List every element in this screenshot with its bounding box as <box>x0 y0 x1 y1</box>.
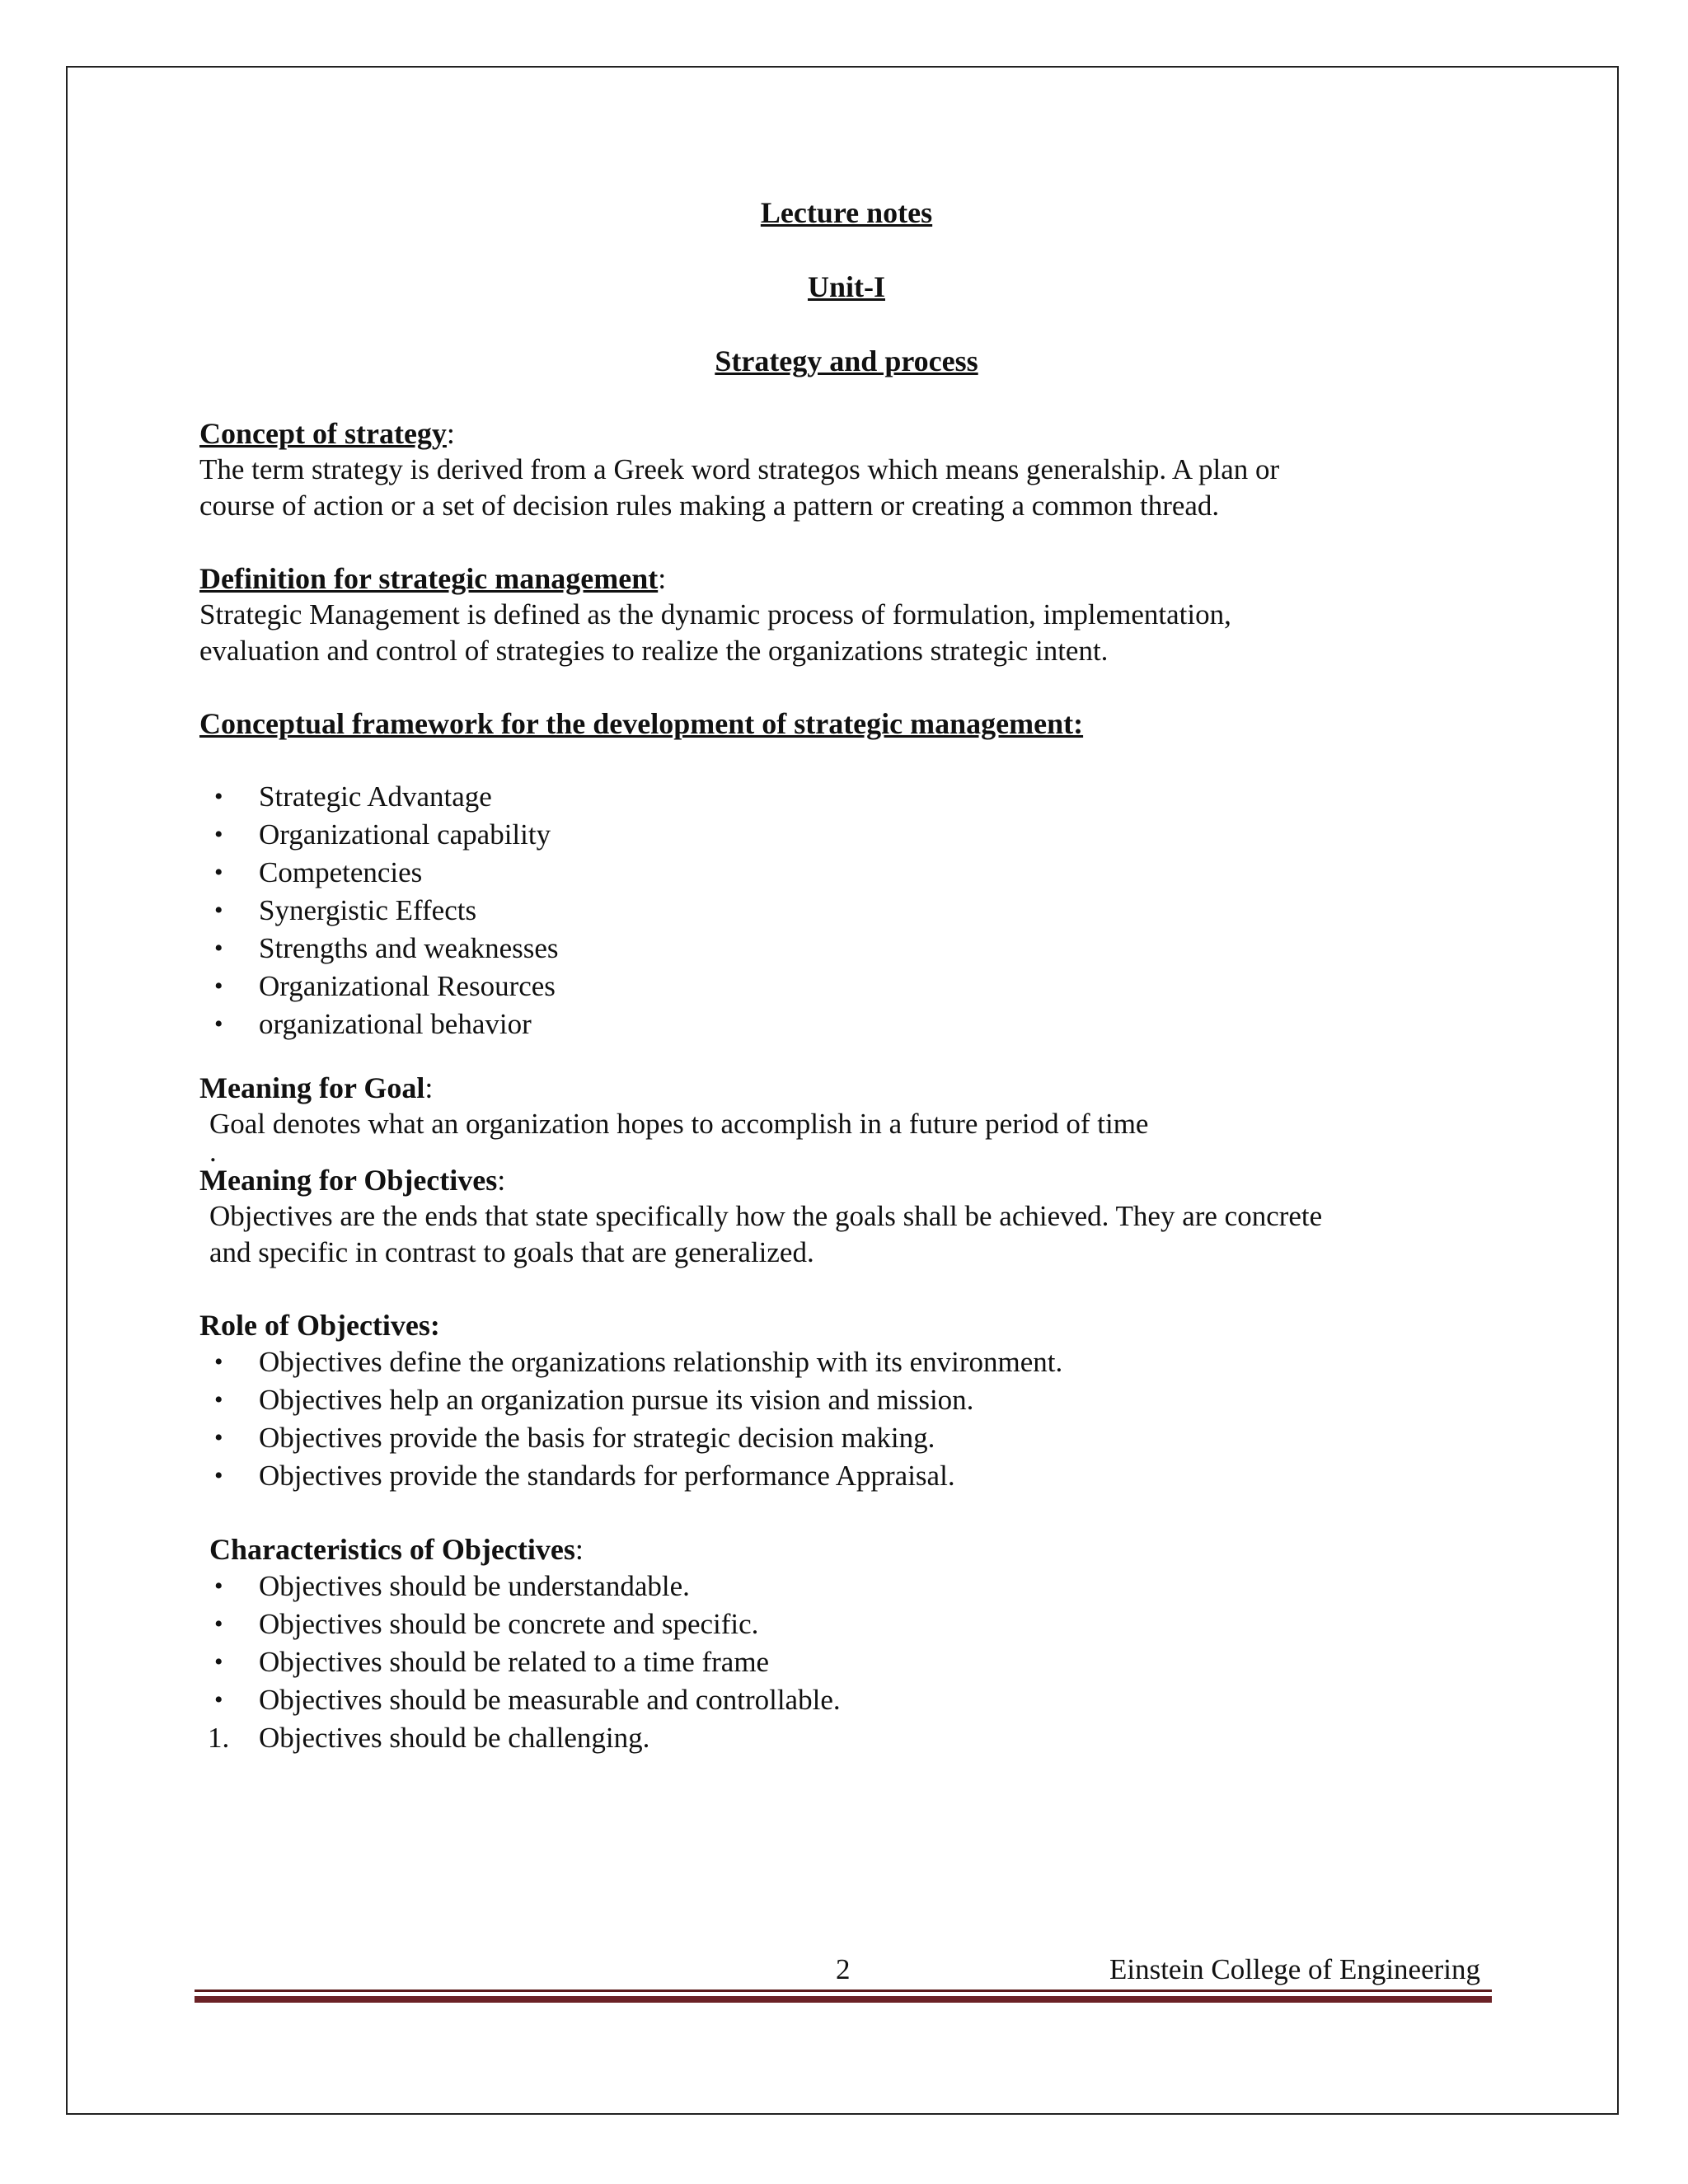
unit-title: Unit-I <box>807 270 885 303</box>
bullet-icon: • <box>214 1648 223 1675</box>
list-item <box>199 1605 1493 1643</box>
bullet-icon: • <box>214 1610 223 1638</box>
list-item-text: Organizational Resources <box>259 970 556 1002</box>
role-list <box>199 1343 1493 1495</box>
spacer <box>199 1271 1493 1307</box>
goal-line-1: Goal denotes what an organization hopes to accomplish in a future period of time <box>209 1108 1149 1140</box>
spacer <box>199 669 1493 705</box>
bullet-icon: • <box>214 783 223 810</box>
objectives-line-1: Objectives are the ends that state specifically how the goals shall be achieved. They are concrete <box>209 1200 1323 1232</box>
list-item <box>199 1343 1493 1381</box>
list-item <box>199 1681 1493 1719</box>
lecture-notes-title: Lecture notes <box>760 196 933 229</box>
bullet-icon: • <box>214 1010 223 1038</box>
bullet-icon: • <box>214 859 223 886</box>
footer-college-name: Einstein College of Engineering <box>1109 1953 1480 1985</box>
list-item <box>199 1457 1493 1495</box>
concept-line-2: course of action or a set of decision rules making a pattern or creating a common thread. <box>199 490 1220 522</box>
spacer <box>199 742 1493 778</box>
definition-heading <box>199 560 1493 597</box>
goal-line-2: . <box>209 1136 217 1168</box>
concept-heading-text: Concept of strategy <box>199 417 447 450</box>
definition-heading-text: Definition for strategic management <box>199 562 659 595</box>
list-item <box>199 968 1493 1005</box>
definition-line-1: Strategic Management is defined as the dynamic process of formulation, implementation, <box>199 598 1231 630</box>
strategy-process-title: Strategy and process <box>715 344 978 377</box>
list-item-text: Objectives should be measurable and controllable. <box>259 1684 841 1716</box>
bullet-icon: • <box>214 821 223 848</box>
bullet-icon: • <box>214 1462 223 1489</box>
goal-heading <box>199 1070 1493 1106</box>
list-item <box>199 854 1493 892</box>
characteristics-list <box>199 1568 1493 1757</box>
characteristics-heading <box>199 1531 1493 1568</box>
spacer <box>199 1495 1493 1531</box>
list-item-text: Objectives help an organization pursue its vision and mission. <box>259 1384 974 1416</box>
list-item-text: organizational behavior <box>259 1008 532 1040</box>
list-item <box>199 1419 1493 1457</box>
framework-list <box>199 778 1493 1043</box>
spacer <box>199 524 1493 560</box>
list-item-text: Synergistic Effects <box>259 894 477 926</box>
goal-heading-text: Meaning for Goal <box>199 1071 425 1104</box>
bullet-icon: • <box>214 1686 223 1713</box>
concept-line-1: The term strategy is derived from a Greek word strategos which means generalship. A plan or <box>199 453 1280 485</box>
list-item-text: Competencies <box>259 856 423 888</box>
page-footer <box>195 1953 1480 1990</box>
list-item-text: Strengths and weaknesses <box>259 932 559 964</box>
characteristics-heading-text: Characteristics of Objectives <box>209 1533 575 1566</box>
list-item <box>199 1643 1493 1681</box>
list-item <box>199 778 1493 816</box>
definition-heading-colon: : <box>658 562 667 595</box>
role-heading: Role of Objectives: <box>199 1309 440 1342</box>
bullet-icon: • <box>214 935 223 962</box>
document-body <box>199 194 1493 1757</box>
list-number: 1. <box>208 1722 230 1754</box>
list-item-text: Objectives should be concrete and specific. <box>259 1608 759 1640</box>
list-item <box>199 1568 1493 1605</box>
list-item-text: Objectives should be understandable. <box>259 1570 690 1602</box>
list-item <box>199 816 1493 854</box>
list-item-text: Strategic Advantage <box>259 780 492 813</box>
bullet-icon: • <box>214 972 223 1000</box>
list-item-text: Organizational capability <box>259 818 551 851</box>
list-item-text: Objectives provide the basis for strategic decision making. <box>259 1422 935 1454</box>
list-item-text: Objectives define the organizations relationship with its environment. <box>259 1346 1063 1378</box>
bullet-icon: • <box>214 1572 223 1600</box>
list-item-text: Objectives should be related to a time frame <box>259 1646 770 1678</box>
list-item-text: Objectives provide the standards for performance Appraisal. <box>259 1460 955 1492</box>
definition-line-2: evaluation and control of strategies to realize the organizations strategic intent. <box>199 635 1109 667</box>
footer-divider-thin <box>195 1990 1492 1992</box>
objectives-line-2: and specific in contrast to goals that are generalized. <box>209 1236 814 1268</box>
framework-heading <box>199 705 1493 742</box>
bullet-icon: • <box>214 897 223 924</box>
spacer <box>199 1043 1493 1070</box>
list-item <box>199 892 1493 930</box>
list-item <box>199 930 1493 968</box>
characteristics-heading-colon: : <box>574 1533 584 1566</box>
list-item-text: Objectives should be challenging. <box>259 1722 650 1754</box>
list-item <box>199 1381 1493 1419</box>
objectives-heading <box>199 1162 1493 1198</box>
concept-heading <box>199 415 1493 452</box>
page-number: 2 <box>836 1953 851 1985</box>
list-item <box>199 1005 1493 1043</box>
objectives-heading-text: Meaning for Objectives <box>199 1164 498 1197</box>
bullet-icon: • <box>214 1348 223 1376</box>
bullet-icon: • <box>214 1386 223 1413</box>
bullet-icon: • <box>214 1424 223 1451</box>
numbered-list-item <box>199 1719 1493 1757</box>
footer-divider-thick <box>195 1996 1492 2003</box>
goal-heading-colon: : <box>424 1071 434 1104</box>
framework-heading-text: Conceptual framework for the development of strategic management: <box>199 707 1084 740</box>
objectives-heading-colon: : <box>497 1164 506 1197</box>
concept-heading-colon: : <box>446 417 455 450</box>
